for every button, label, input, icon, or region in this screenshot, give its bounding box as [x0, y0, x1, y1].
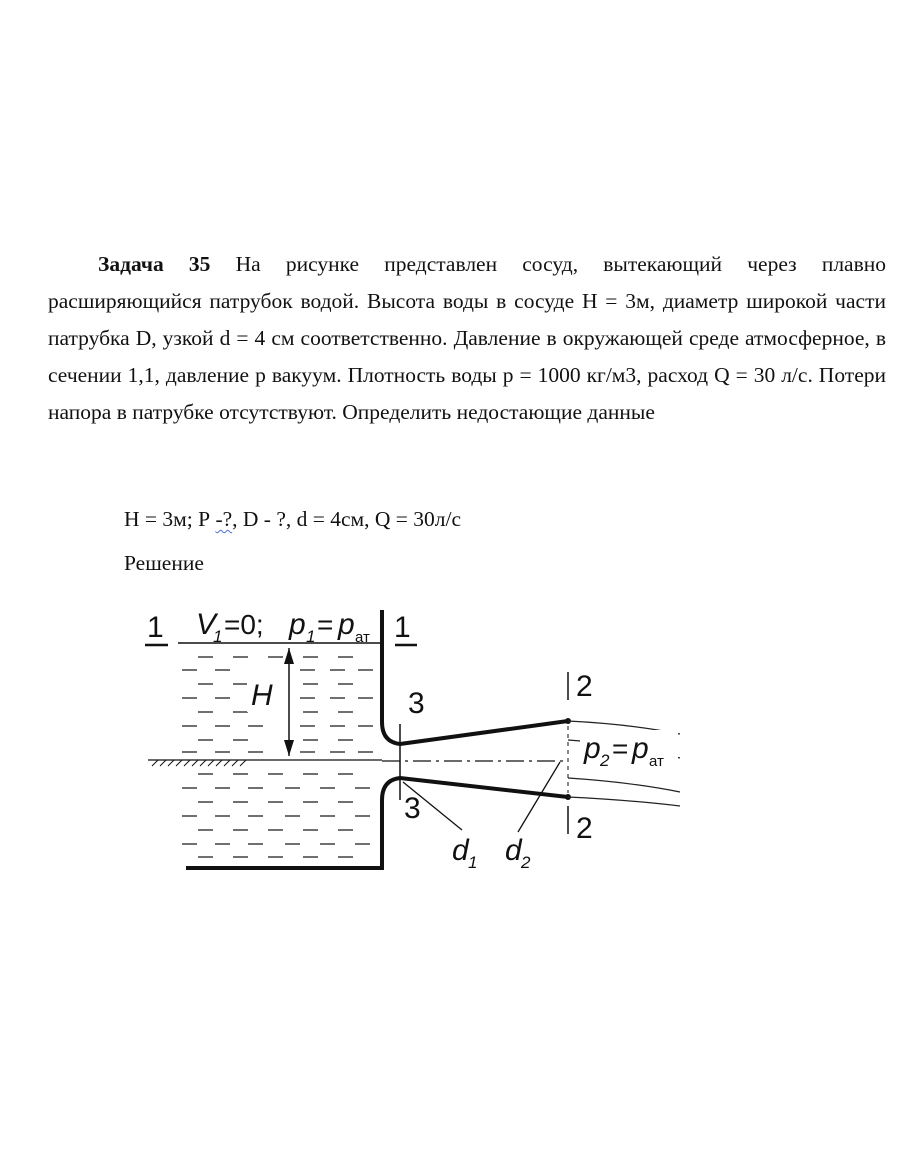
top-condition-formula [196, 608, 370, 646]
outlet-atm-subscript: ат [649, 753, 664, 770]
velocity-symbol: V [196, 608, 217, 641]
ground-hatching [152, 760, 246, 766]
outlet-pressure-symbol: p [584, 732, 601, 765]
section-3-top-label: 3 [408, 687, 425, 720]
height-dimension [284, 648, 294, 756]
vessel-lower-wall [186, 778, 400, 868]
d2-subscript: 2 [521, 853, 531, 872]
pressure-symbol: p [289, 608, 306, 641]
outlet-pressure-subscript: 2 [600, 751, 610, 770]
d2-symbol: d [505, 834, 522, 867]
zero-equality: =0; [224, 609, 264, 640]
height-label: H [251, 679, 273, 712]
velocity-subscript: 1 [213, 627, 223, 646]
pressure-equals: = [317, 609, 334, 640]
d1-subscript: 1 [468, 853, 478, 872]
solution-heading: Решение [124, 551, 204, 575]
section-1-left-label: 1 [147, 611, 164, 644]
outlet-pressure-equals: = [612, 733, 629, 764]
section-2-top-label: 2 [576, 670, 593, 703]
spellcheck-flagged-text: -? [215, 507, 233, 531]
atm-pressure-symbol: p [338, 608, 355, 641]
diameter-labels [452, 834, 531, 872]
atm-pressure-subscript: ат [355, 629, 370, 646]
given-part-1: Н = 3м; Р [124, 507, 216, 531]
pressure-subscript: 1 [306, 627, 316, 646]
d1-symbol: d [452, 834, 469, 867]
problem-text: На рисунке представлен сосуд, вытекающий через плавно расширяющийся патрубок водой. Высота воды в сосуде Н = 3м, диаметр широкой части патрубка D, узкой d = 4 см соответственно. Давление в окружающей среде атмосферное, в сечении 1,1, давление р вакуум. Плотность воды р = 1000 кг/м3, расход Q = 30 л/с. Потери напора в патрубке отсутствуют. Определить недостающие данные [48, 252, 887, 424]
problem-label: Задача 35 [98, 252, 211, 276]
nozzle-lower-wall [400, 778, 568, 797]
nozzle-upper-wall [400, 721, 568, 744]
section-2-bottom-label: 2 [576, 812, 593, 845]
given-part-2: , D - ?, d = 4см, Q = 30л/с [232, 507, 462, 531]
section-3-bottom-label: 3 [404, 792, 421, 825]
section-1-right-label: 1 [394, 611, 411, 644]
outlet-atm-symbol: p [632, 732, 649, 765]
nozzle-inlet-upper-curve [382, 722, 400, 744]
